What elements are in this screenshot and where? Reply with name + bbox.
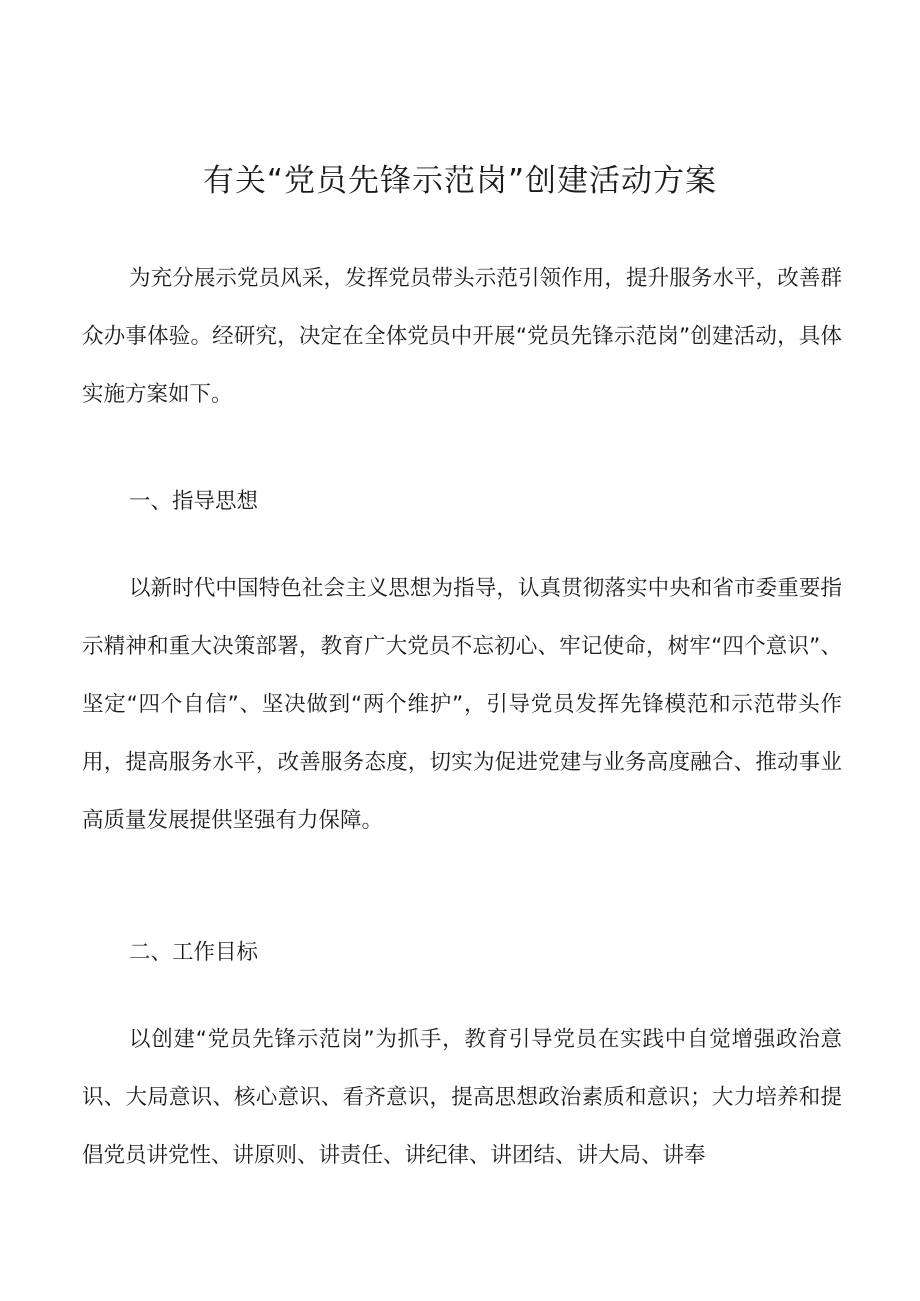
section-body-work-goals: 以创建“党员先锋示范岗”为抓手，教育引导党员在实践中自觉增强政治意识、大局意识、核心意识、看齐意识，提高思想政治素质和意识；大力培养和提倡党员讲党性、讲原则、讲责任、讲纪律、讲团结、讲大局、讲奉: [82, 1027, 842, 1168]
section-heading-guiding-ideology: 一、指导思想: [129, 489, 259, 514]
section-body-guiding-ideology: 以新时代中国特色社会主义思想为指导，认真贯彻落实中央和省市委重要指示精神和重大决策部署，教育广大党员不忘初心、牢记使命，树牢“四个意识”、坚定“四个自信”、坚决做到“两个维护”，引导党员发挥先锋模范和示范带头作用，提高服务水平，改善服务态度，切实为促进党建与业务高度融合、推动事业高质量发展提供坚强有力保障。: [82, 576, 842, 833]
section-heading-work-goals: 二、工作目标: [129, 940, 259, 965]
intro-paragraph: 为充分展示党员风采，发挥党员带头示范引领作用，提升服务水平，改善群众办事体验。经研究，决定在全体党员中开展“党员先锋示范岗”创建活动，具体实施方案如下。: [82, 266, 842, 407]
document-title: 有关“党员先锋示范岗”创建活动方案: [202, 163, 718, 199]
